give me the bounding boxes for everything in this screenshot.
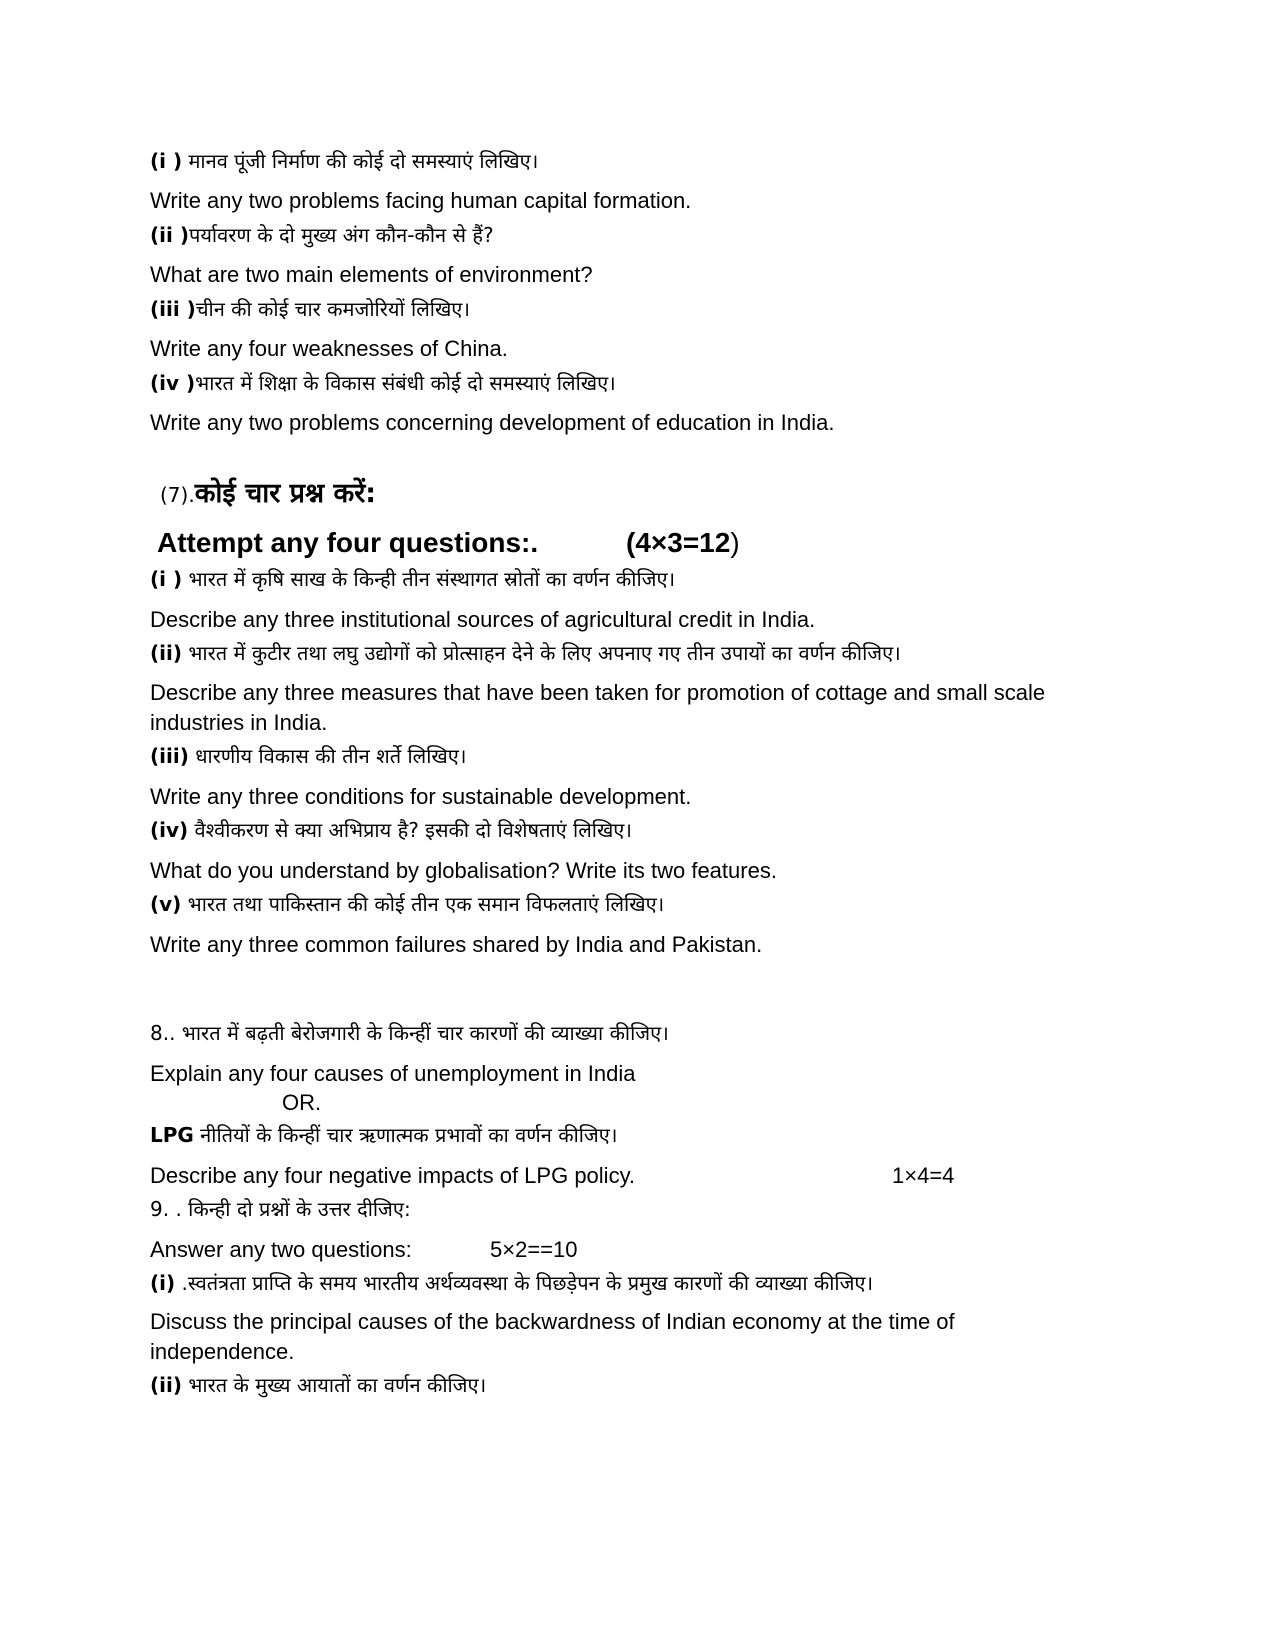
q7-number: (7). <box>160 483 195 507</box>
q9-i-number: (i) <box>150 1271 176 1295</box>
q6-i-hindi: (i ) मानव पूंजी निर्माण की कोई दो समस्याएं लिखिए। <box>150 149 539 173</box>
q6-ii-number: (ii ) <box>150 223 189 247</box>
q6-iv-number: (iv ) <box>150 371 196 395</box>
q6-iv-english: Write any two problems concerning development of education in India. <box>150 410 835 435</box>
q7-v-number: (v) <box>150 892 182 916</box>
q8-alt-hindi: LPG नीतियों के किन्हीं चार ऋणात्मक प्रभावों का वर्णन कीजिए। <box>150 1123 618 1147</box>
q9-hindi: 9. . किन्ही दो प्रश्नों के उत्तर दीजिए: <box>150 1197 411 1221</box>
q9-marks: 5×2==10 <box>490 1237 578 1262</box>
q8-english: Explain any four causes of unemployment in India <box>150 1061 636 1086</box>
q7-ii-hindi: (ii) भारत में कुटीर तथा लघु उद्योगों को प्रोत्साहन देने के लिए अपनाए गए तीन उपायों का वर्णन कीजिए। <box>150 641 901 665</box>
q7-v-hindi: (v) भारत तथा पाकिस्तान की कोई तीन एक समान विफलताएं लिखिए। <box>150 892 665 916</box>
q7-v-english: Write any three common failures shared by India and Pakistan. <box>150 932 763 957</box>
q7-i-english: Describe any three institutional sources of agricultural credit in India. <box>150 607 816 632</box>
q6-iii-number: (iii ) <box>150 297 196 321</box>
q9-ii-number: (ii) <box>150 1373 182 1397</box>
q7-marks: (4×3=12) <box>626 527 740 558</box>
q6-ii-hindi: (ii )पर्यावरण के दो मुख्य अंग कौन-कौन से हैं? <box>150 223 494 247</box>
q8-alt-english: Describe any four negative impacts of LPG policy. <box>150 1163 636 1188</box>
q7-i-number: (i ) <box>150 567 183 591</box>
q7-ii-number: (ii) <box>150 641 182 665</box>
q6-ii-english: What are two main elements of environment? <box>150 262 593 287</box>
q7-iv-number: (iv) <box>150 818 189 842</box>
q7-iii-number: (iii) <box>150 744 189 768</box>
q6-iv-hindi: (iv )भारत में शिक्षा के विकास संबंधी कोई दो समस्याएं लिखिए। <box>150 371 616 395</box>
q9-i-english: Discuss the principal causes of the backwardness of Indian economy at the time of independence. <box>150 1309 955 1364</box>
q9-ii-hindi: (ii) भारत के मुख्य आयातों का वर्णन कीजिए। <box>150 1373 487 1397</box>
q7-i-hindi: (i ) भारत में कृषि साख के किन्ही तीन संस्थागत स्रोतों का वर्णन कीजिए। <box>150 567 676 591</box>
q7-iv-hindi: (iv) वैश्वीकरण से क्या अभिप्राय है? इसकी दो विशेषताएं लिखिए। <box>150 818 632 842</box>
q7-iv-english: What do you understand by globalisation? Write its two features. <box>150 858 777 883</box>
q6-i-number: (i ) <box>150 149 183 173</box>
q8-hindi: 8.. भारत में बढ़ती बेरोजगारी के किन्हीं चार कारणों की व्याख्या कीजिए। <box>150 1021 669 1045</box>
q8-or: OR. <box>282 1090 322 1115</box>
q8-marks: 1×4=4 <box>892 1163 955 1188</box>
q7-ii-english: Describe any three measures that have been taken for promotion of cottage and small scale industries in India. <box>150 680 1046 735</box>
q9-i-hindi: (i) .स्वतंत्रता प्राप्ति के समय भारतीय अर्थव्यवस्था के पिछड़ेपन के प्रमुख कारणों की व्याख्या कीजिए। <box>150 1271 874 1295</box>
q6-iii-english: Write any four weaknesses of China. <box>150 336 508 361</box>
q6-i-english: Write any two problems facing human capital formation. <box>150 188 692 213</box>
q7-heading-english: Attempt any four questions:. <box>157 527 539 558</box>
q7-heading-hindi: (7).कोई चार प्रश्न करें: <box>160 478 377 509</box>
q6-iii-hindi: (iii )चीन की कोई चार कमजोरियों लिखिए। <box>150 297 470 321</box>
q7-iii-english: Write any three conditions for sustainable development. <box>150 784 692 809</box>
q7-iii-hindi: (iii) धारणीय विकास की तीन शर्ते लिखिए। <box>150 744 467 768</box>
q9-english: Answer any two questions: <box>150 1237 412 1262</box>
